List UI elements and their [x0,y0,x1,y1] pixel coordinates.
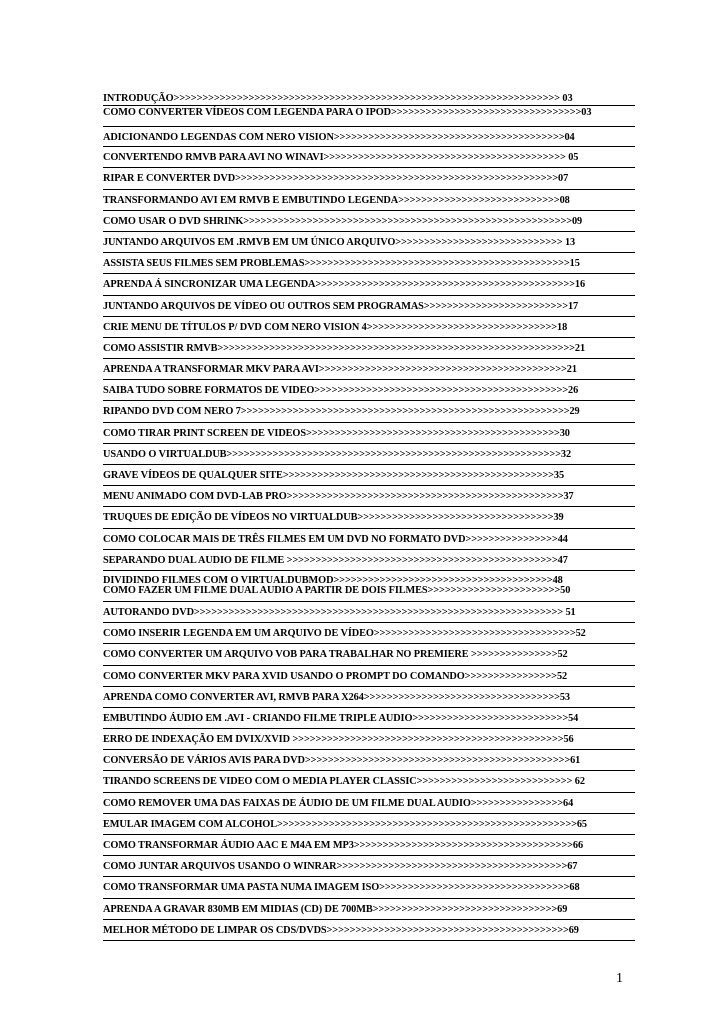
toc-entry: TIRANDO SCREENS DE VIDEO COM O MEDIA PLAYER CLASSIC>>>>>>>>>>>>>>>>>>>>>>>>>>> 62 [103,771,635,792]
toc-entry: COMO FAZER UM FILME DUAL AUDIO A PARTIR DE DOIS FILMES>>>>>>>>>>>>>>>>>>>>>>>50 [103,586,635,602]
toc-entry: JUNTANDO ARQUIVOS EM .RMVB EM UM ÚNICO ARQUIVO>>>>>>>>>>>>>>>>>>>>>>>>>>>>> 13 [103,232,635,253]
toc-entry: APRENDA A TRANSFORMAR MKV PARA AVI>>>>>>>>>>>>>>>>>>>>>>>>>>>>>>>>>>>>>>>>>>>21 [103,359,635,380]
toc-entry: ADICIONANDO LEGENDAS COM NERO VISION>>>>>>>>>>>>>>>>>>>>>>>>>>>>>>>>>>>>>>>>04 [103,126,635,147]
toc-entry: COMO USAR O DVD SHRINK>>>>>>>>>>>>>>>>>>>>>>>>>>>>>>>>>>>>>>>>>>>>>>>>>>>>>>>>>09 [103,211,635,232]
page-number: 1 [616,971,623,986]
toc-entry: COMO INSERIR LEGENDA EM UM ARQUIVO DE VÍDEO>>>>>>>>>>>>>>>>>>>>>>>>>>>>>>>>>>>52 [103,623,635,644]
toc-entry: TRANSFORMANDO AVI EM RMVB E EMBUTINDO LEGENDA>>>>>>>>>>>>>>>>>>>>>>>>>>>>08 [103,190,635,211]
toc-entry: MELHOR MÉTODO DE LIMPAR OS CDS/DVDS>>>>>>>>>>>>>>>>>>>>>>>>>>>>>>>>>>>>>>>>>>69 [103,920,635,941]
toc-entry: COMO REMOVER UMA DAS FAIXAS DE ÁUDIO DE UM FILME DUAL AUDIO>>>>>>>>>>>>>>>>64 [103,793,635,814]
toc-entry: COMO JUNTAR ARQUIVOS USANDO O WINRAR>>>>>>>>>>>>>>>>>>>>>>>>>>>>>>>>>>>>>>>>67 [103,856,635,877]
toc-entry: MENU ANIMADO COM DVD-LAB PRO>>>>>>>>>>>>>>>>>>>>>>>>>>>>>>>>>>>>>>>>>>>>>>>>37 [103,486,635,507]
toc-entry: COMO TIRAR PRINT SCREEN DE VIDEOS>>>>>>>>>>>>>>>>>>>>>>>>>>>>>>>>>>>>>>>>>>>>30 [103,423,635,444]
toc-entry: AUTORANDO DVD>>>>>>>>>>>>>>>>>>>>>>>>>>>>>>>>>>>>>>>>>>>>>>>>>>>>>>>>>>>>>>>> 51 [103,602,635,623]
toc-entry: CRIE MENU DE TÍTULOS P/ DVD COM NERO VISION 4>>>>>>>>>>>>>>>>>>>>>>>>>>>>>>>>>18 [103,317,635,338]
toc-entry: APRENDA Á SINCRONIZAR UMA LEGENDA>>>>>>>>>>>>>>>>>>>>>>>>>>>>>>>>>>>>>>>>>>>>>16 [103,274,635,295]
toc-entry: SEPARANDO DUAL AUDIO DE FILME >>>>>>>>>>>>>>>>>>>>>>>>>>>>>>>>>>>>>>>>>>>>>>>47 [103,550,635,571]
toc-entry: COMO TRANSFORMAR ÁUDIO AAC E M4A EM MP3>>>>>>>>>>>>>>>>>>>>>>>>>>>>>>>>>>>>>>66 [103,835,635,856]
toc-entry: INTRODUÇÃO>>>>>>>>>>>>>>>>>>>>>>>>>>>>>>>>>>>>>>>>>>>>>>>>>>>>>>>>>>>>>>>>>>> 03 [103,92,635,106]
toc-entry: DIVIDINDO FILMES COM O VIRTUALDUBMOD>>>>>>>>>>>>>>>>>>>>>>>>>>>>>>>>>>>>>>48 [103,574,563,586]
toc-entry: ERRO DE INDEXAÇÃO EM DVIX/XVID >>>>>>>>>>>>>>>>>>>>>>>>>>>>>>>>>>>>>>>>>>>>>>>56 [103,729,635,750]
toc-entry: ASSISTA SEUS FILMES SEM PROBLEMAS>>>>>>>>>>>>>>>>>>>>>>>>>>>>>>>>>>>>>>>>>>>>>>15 [103,253,635,274]
toc-entry: COMO CONVERTER VÍDEOS COM LEGENDA PARA O IPOD>>>>>>>>>>>>>>>>>>>>>>>>>>>>>>>>>03 [103,107,592,118]
table-of-contents [103,92,635,941]
toc-entry: APRENDA A GRAVAR 830MB EM MIDIAS (CD) DE 700MB>>>>>>>>>>>>>>>>>>>>>>>>>>>>>>>>69 [103,899,635,920]
toc-entry: TRUQUES DE EDIÇÃO DE VÍDEOS NO VIRTUALDUB>>>>>>>>>>>>>>>>>>>>>>>>>>>>>>>>>>39 [103,507,635,528]
toc-entry: RIPANDO DVD COM NERO 7>>>>>>>>>>>>>>>>>>>>>>>>>>>>>>>>>>>>>>>>>>>>>>>>>>>>>>>>>29 [103,401,635,422]
toc-entry: COMO TRANSFORMAR UMA PASTA NUMA IMAGEM ISO>>>>>>>>>>>>>>>>>>>>>>>>>>>>>>>>>68 [103,877,635,898]
toc-entry: RIPAR E CONVERTER DVD>>>>>>>>>>>>>>>>>>>>>>>>>>>>>>>>>>>>>>>>>>>>>>>>>>>>>>>>07 [103,168,635,189]
toc-entry: USANDO O VIRTUALDUB>>>>>>>>>>>>>>>>>>>>>>>>>>>>>>>>>>>>>>>>>>>>>>>>>>>>>>>>>>32 [103,444,635,465]
toc-entry: APRENDA COMO CONVERTER AVI, RMVB PARA X264>>>>>>>>>>>>>>>>>>>>>>>>>>>>>>>>>>53 [103,687,635,708]
toc-entry: COMO ASSISTIR RMVB>>>>>>>>>>>>>>>>>>>>>>>>>>>>>>>>>>>>>>>>>>>>>>>>>>>>>>>>>>>>>>21 [103,338,635,359]
toc-entry: SAIBA TUDO SOBRE FORMATOS DE VIDEO>>>>>>>>>>>>>>>>>>>>>>>>>>>>>>>>>>>>>>>>>>>>26 [103,380,635,401]
toc-entry: COMO CONVERTER MKV PARA XVID USANDO O PROMPT DO COMANDO>>>>>>>>>>>>>>>>52 [103,666,635,687]
toc-entry: CONVERTENDO RMVB PARA AVI NO WINAVI>>>>>>>>>>>>>>>>>>>>>>>>>>>>>>>>>>>>>>>>>> 05 [103,147,635,168]
toc-entry: COMO CONVERTER UM ARQUIVO VOB PARA TRABALHAR NO PREMIERE >>>>>>>>>>>>>>>52 [103,644,635,665]
toc-entry: JUNTANDO ARQUIVOS DE VÍDEO OU OUTROS SEM PROGRAMAS>>>>>>>>>>>>>>>>>>>>>>>>>17 [103,296,635,317]
toc-entry: GRAVE VÍDEOS DE QUALQUER SITE>>>>>>>>>>>>>>>>>>>>>>>>>>>>>>>>>>>>>>>>>>>>>>>35 [103,465,635,486]
toc-entry: CONVERSÃO DE VÁRIOS AVIS PARA DVD>>>>>>>>>>>>>>>>>>>>>>>>>>>>>>>>>>>>>>>>>>>>>>61 [103,750,635,771]
toc-entry: COMO COLOCAR MAIS DE TRÊS FILMES EM UM DVD NO FORMATO DVD>>>>>>>>>>>>>>>>44 [103,529,635,550]
toc-entry: EMULAR IMAGEM COM ALCOHOL>>>>>>>>>>>>>>>>>>>>>>>>>>>>>>>>>>>>>>>>>>>>>>>>>>>>65 [103,814,635,835]
toc-entry: EMBUTINDO ÁUDIO EM .AVI - CRIANDO FILME TRIPLE AUDIO>>>>>>>>>>>>>>>>>>>>>>>>>>>54 [103,708,635,729]
